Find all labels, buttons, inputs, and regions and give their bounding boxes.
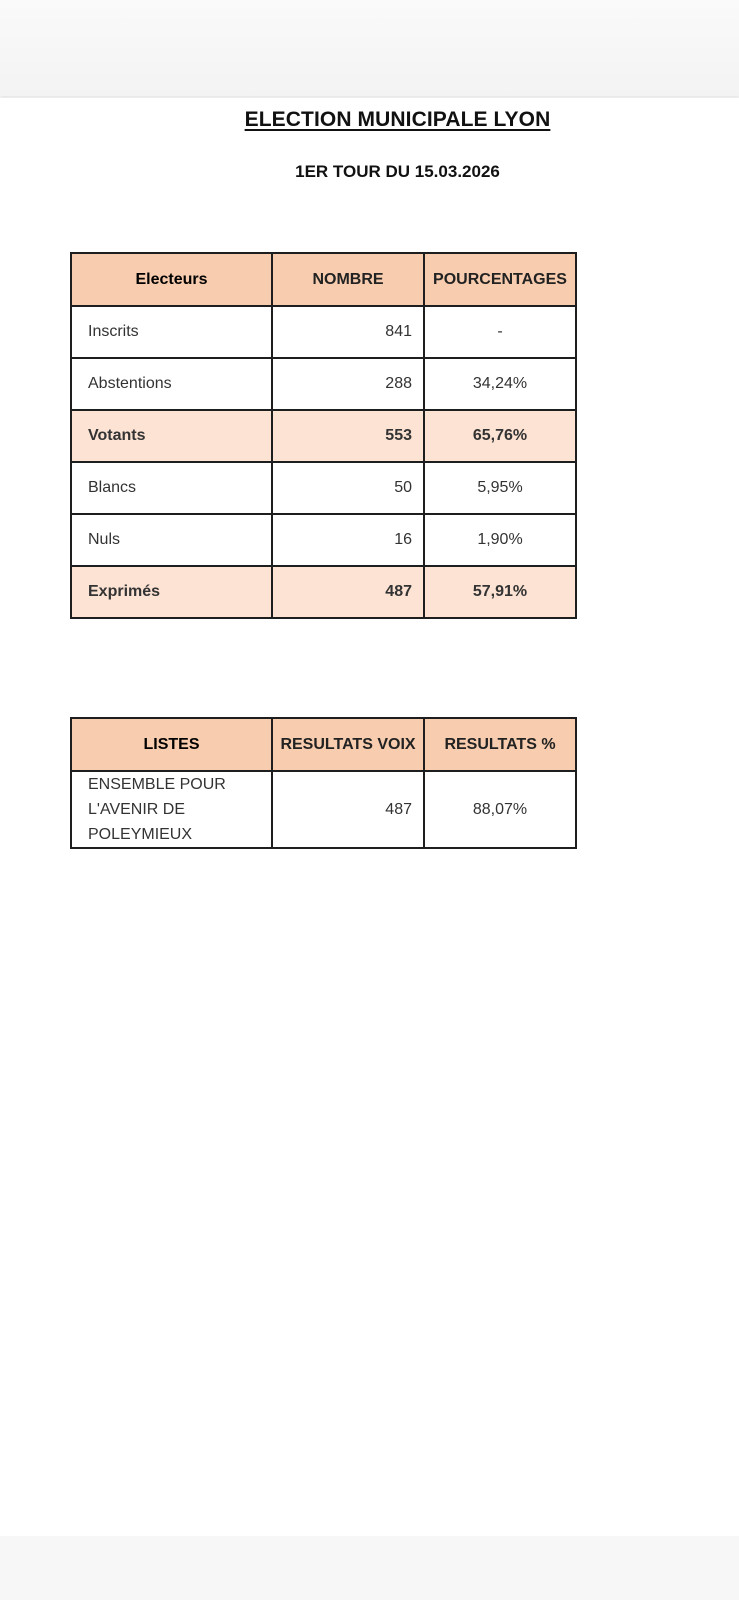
- header-resultats-voix: RESULTATS VOIX: [272, 718, 424, 771]
- table-row: [71, 306, 576, 358]
- document-title: ELECTION MUNICIPALE LYON: [244, 108, 551, 131]
- table-row: [71, 514, 576, 566]
- row-pourcentage: 34,24%: [424, 358, 576, 410]
- header-nombre: NOMBRE: [272, 253, 424, 306]
- viewer-top-bar: [0, 0, 739, 96]
- row-label: Abstentions: [71, 358, 272, 410]
- listes-table: [70, 717, 577, 849]
- viewer-bottom-bar: [0, 1536, 739, 1600]
- row-nombre: 487: [272, 566, 424, 618]
- list-pourcentage: 88,07%: [424, 771, 576, 848]
- row-pourcentage: 65,76%: [424, 410, 576, 462]
- row-pourcentage: 5,95%: [424, 462, 576, 514]
- row-pourcentage: 57,91%: [424, 566, 576, 618]
- table-row: [71, 462, 576, 514]
- row-pourcentage: -: [424, 306, 576, 358]
- table-header-row: [71, 253, 576, 306]
- row-label: Votants: [71, 410, 272, 462]
- table-row-highlighted: [71, 566, 576, 618]
- table-row: [71, 771, 576, 848]
- row-pourcentage: 1,90%: [424, 514, 576, 566]
- row-label: Inscrits: [71, 306, 272, 358]
- header-pourcentages: POURCENTAGES: [424, 253, 576, 306]
- table-header-row: [71, 718, 576, 771]
- table-row: [71, 358, 576, 410]
- row-nombre: 841: [272, 306, 424, 358]
- document-subtitle: 1ER TOUR DU 15.03.2026: [295, 162, 500, 181]
- row-nombre: 288: [272, 358, 424, 410]
- row-label: Exprimés: [71, 566, 272, 618]
- electeurs-table: [70, 252, 577, 619]
- header-listes: LISTES: [71, 718, 272, 771]
- list-name: ENSEMBLE POUR L'AVENIR DE POLEYMIEUX: [71, 771, 272, 848]
- header-resultats-pct: RESULTATS %: [424, 718, 576, 771]
- row-nombre: 16: [272, 514, 424, 566]
- table-row-highlighted: [71, 410, 576, 462]
- header-electeurs: Electeurs: [71, 253, 272, 306]
- row-nombre: 553: [272, 410, 424, 462]
- list-voix: 487: [272, 771, 424, 848]
- row-label: Nuls: [71, 514, 272, 566]
- row-nombre: 50: [272, 462, 424, 514]
- row-label: Blancs: [71, 462, 272, 514]
